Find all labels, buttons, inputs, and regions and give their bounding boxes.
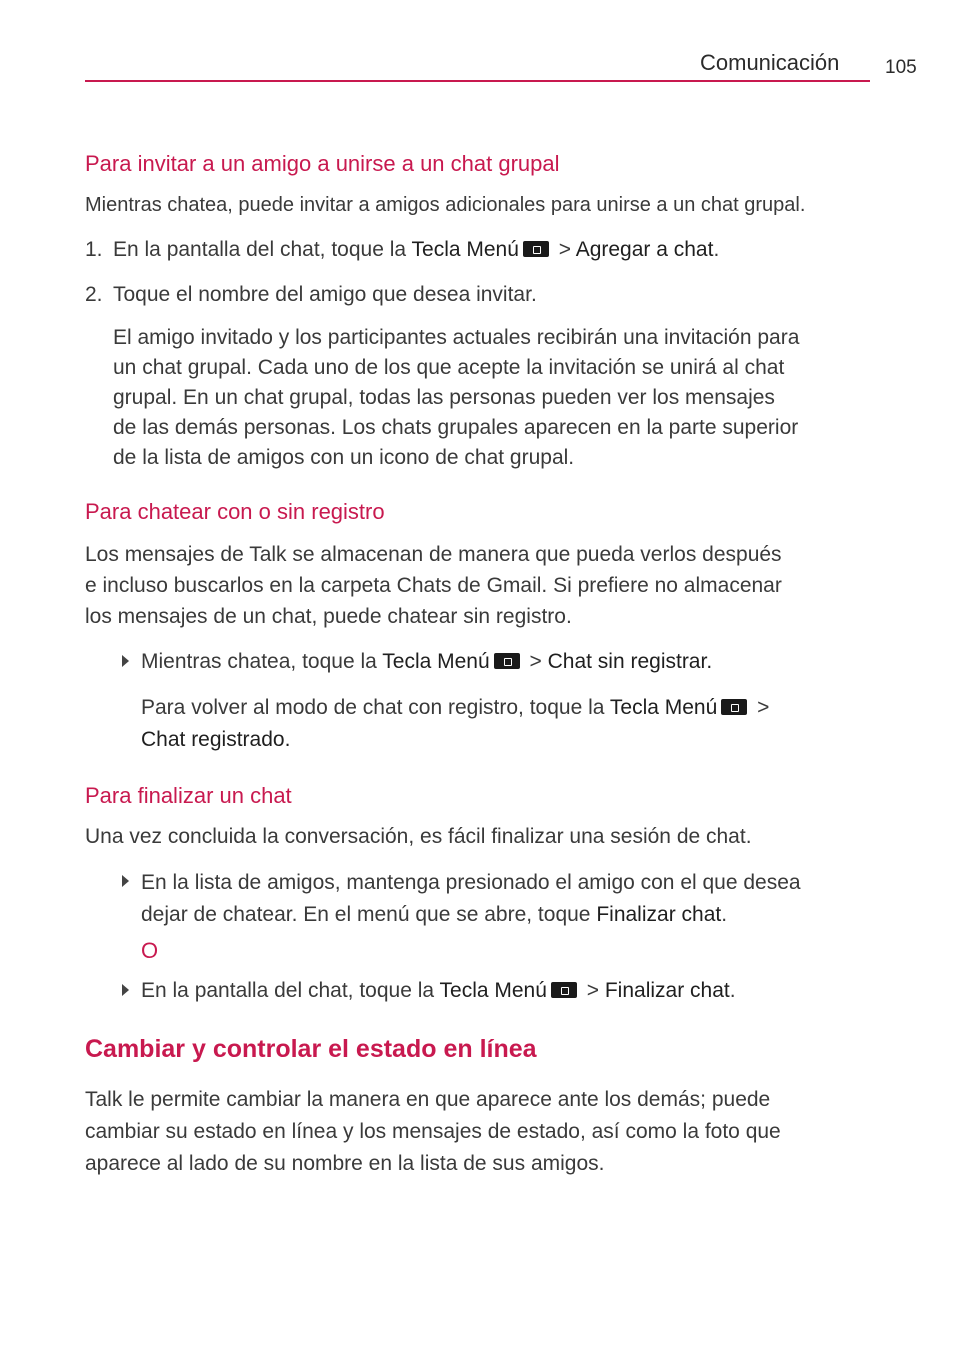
- header-section-title: Comunicación: [700, 50, 840, 75]
- bullet-end-from-screen: [141, 976, 736, 1006]
- menu-key-icon: [721, 699, 747, 715]
- menu-key-label: Tecla Menú: [411, 238, 519, 261]
- separator: >: [751, 696, 770, 719]
- menu-key-label: Tecla Menú: [439, 979, 547, 1002]
- note-line: El amigo invitado y los participantes actuales recibirán una invitación para: [113, 326, 800, 349]
- invite-note: [113, 323, 799, 473]
- note-line: un chat grupal. Cada uno de los que acepte la invitación se unirá al chat: [113, 356, 785, 379]
- menu-key-label: Tecla Menú: [382, 650, 490, 673]
- body-online-status: [85, 1084, 781, 1180]
- add-to-chat-label: Agregar a chat: [575, 238, 714, 261]
- intro-end-chat: Una vez concluida la conversación, es fácil finalizar una sesión de chat.: [85, 825, 752, 848]
- bullet-triangle-icon: [122, 655, 129, 667]
- bullet-end-from-list: [141, 867, 801, 931]
- intro-line: e incluso buscarlos en la carpeta Chats de Gmail. Si prefiere no almacenar: [85, 574, 782, 597]
- off-record-label: Chat sin registrar.: [547, 650, 713, 673]
- period: .: [713, 238, 720, 261]
- bullet-off-record: [141, 647, 712, 677]
- separator: >: [552, 238, 576, 261]
- bullet-triangle-icon: [122, 984, 129, 996]
- note-line: grupal. En un chat grupal, todas las personas pueden ver los mensajes: [113, 386, 775, 409]
- sub-on-record: [141, 692, 769, 756]
- step-1-text: En la pantalla del chat, toque la: [113, 238, 412, 261]
- menu-key-icon: [494, 653, 520, 669]
- on-record-label: Chat registrado.: [141, 728, 291, 751]
- step-2-number: 2.: [85, 283, 103, 306]
- step-2-text: Toque el nombre del amigo que desea invitar.: [113, 283, 537, 306]
- bullet-text: Mientras chatea, toque la: [141, 650, 383, 673]
- end-chat-label: Finalizar chat: [596, 903, 722, 926]
- end-chat-label: Finalizar chat: [604, 979, 730, 1002]
- sub-text: Para volver al modo de chat con registro, toque la: [141, 696, 610, 719]
- body-line: Talk le permite cambiar la manera en que aparece ante los demás; puede: [85, 1088, 771, 1111]
- bullet-line: dejar de chatear. En el menú que se abre, toque: [141, 903, 597, 926]
- heading-online-status: Cambiar y controlar el estado en línea: [85, 1035, 537, 1063]
- heading-end-chat: Para finalizar un chat: [85, 783, 292, 808]
- note-line: de las demás personas. Los chats grupales aparecen en la parte superior: [113, 416, 799, 439]
- or-separator: O: [141, 938, 159, 963]
- period: .: [729, 979, 736, 1002]
- intro-chat-record: [85, 539, 782, 632]
- header-rule: [85, 80, 870, 82]
- intro-line: Los mensajes de Talk se almacenan de manera que pueda verlos después: [85, 543, 782, 566]
- bullet-line: En la lista de amigos, mantenga presionado el amigo con el que desea: [141, 871, 801, 894]
- menu-key-icon: [523, 241, 549, 257]
- menu-key-icon: [551, 982, 577, 998]
- body-line: cambiar su estado en línea y los mensajes de estado, así como la foto que: [85, 1120, 781, 1143]
- step-1-number: 1.: [85, 238, 103, 261]
- note-line: de la lista de amigos con un icono de chat grupal.: [113, 446, 575, 469]
- separator: >: [580, 979, 605, 1002]
- intro-line: los mensajes de un chat, puede chatear sin registro.: [85, 605, 572, 628]
- bullet-text: En la pantalla del chat, toque la: [141, 979, 440, 1002]
- period: .: [721, 903, 728, 926]
- heading-invite-friend: Para invitar a un amigo a unirse a un chat grupal: [85, 151, 560, 176]
- intro-invite: Mientras chatea, puede invitar a amigos adicionales para unirse a un chat grupal.: [85, 194, 806, 216]
- menu-key-label: Tecla Menú: [609, 696, 718, 719]
- heading-chat-record: Para chatear con o sin registro: [85, 499, 385, 524]
- separator: >: [523, 650, 548, 673]
- page-number: 105: [885, 57, 917, 78]
- body-line: aparece al lado de su nombre en la lista de sus amigos.: [85, 1152, 605, 1175]
- step-1: [113, 235, 719, 265]
- bullet-triangle-icon: [122, 875, 129, 887]
